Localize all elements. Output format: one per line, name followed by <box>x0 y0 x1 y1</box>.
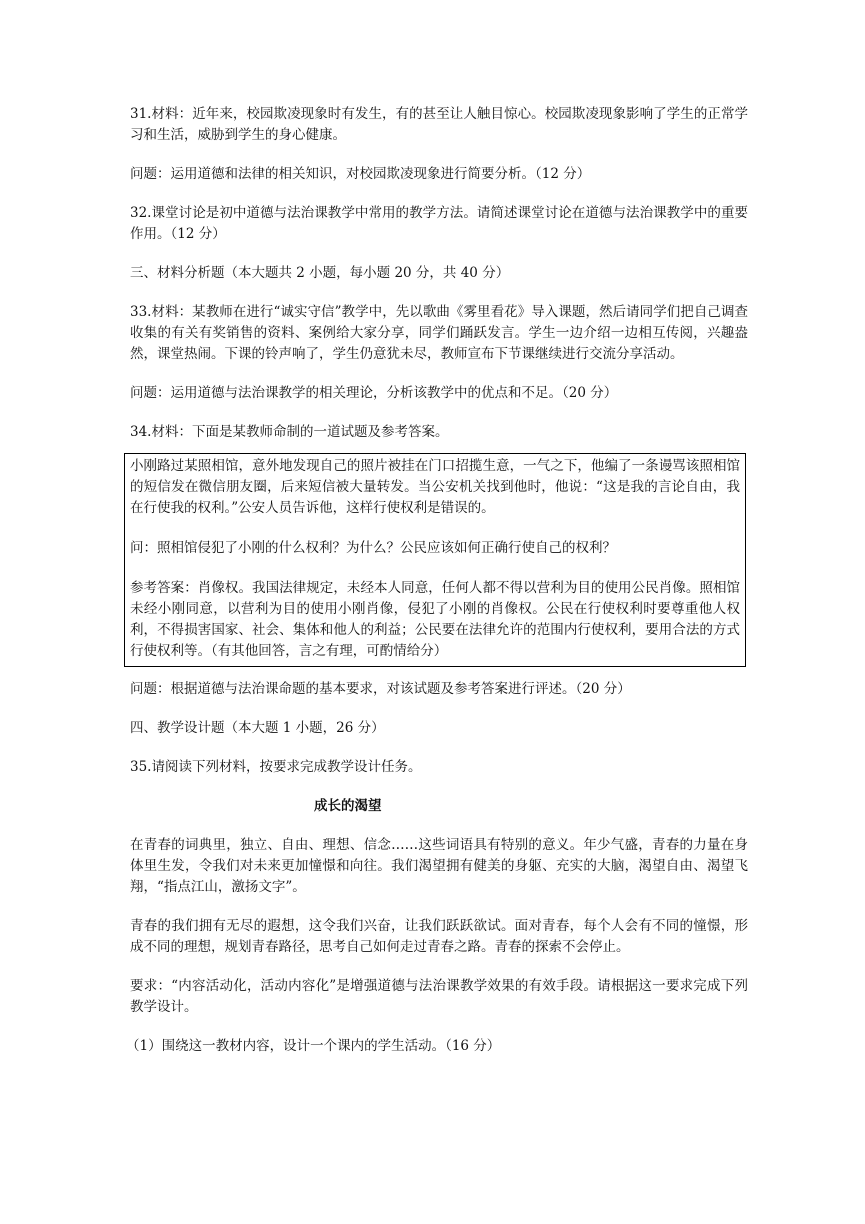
q32-question: 32.课堂讨论是初中道德与法治课教学中常用的教学方法。请简述课堂讨论在道德与法治课教学中的重要作用。（12 分） <box>130 205 748 242</box>
requirement-text: 要求：“内容活动化，活动内容化”是增强道德与法治课教学效果的有效手段。请根据这一要求完成下列教学设计。 <box>130 978 748 1015</box>
q34-material: 34.材料：下面是某教师命制的一道试题及参考答案。 <box>130 424 449 440</box>
box-answer: 参考答案：肖像权。我国法律规定，未经本人同意，任何人都不得以营利为目的使用公民肖像。照相馆未经小刚同意，以营利为目的使用小刚肖像，侵犯了小刚的肖像权。公民在行使权利时要尊重他人权利，不得损害国家、社会、集体和他人的利益；公民要在法律允许的范围内行使权利，要用合法的方式行使权利等。（有其他回答，言之有理，可酌情给分） <box>130 580 740 659</box>
article-paragraph-2: 青春的我们拥有无尽的遐想，这令我们兴奋，让我们跃跃欲试。面对青春，每个人会有不同的憧憬，形成不同的理想，规划青春路径，思考自己如何走过青春之路。青春的探索不会停止。 <box>130 918 748 955</box>
article-paragraph-1: 在青春的词典里，独立、自由、理想、信念……这些词语具有特别的意义。年少气盛，青春的力量在身体里生发，令我们对未来更加憧憬和向往。我们渴望拥有健美的身躯、充实的大脑，渴望自由、渴望飞翔，“指点江山，激扬文字”。 <box>130 837 748 895</box>
section-four-heading: 四、教学设计题（本大题 1 小题，26 分） <box>130 720 385 736</box>
box-scenario: 小刚路过某照相馆，意外地发现自己的照片被挂在门口招揽生意，一气之下，他编了一条谩骂该照相馆的短信发在微信朋友圈，后来短信被大量转发。当公安机关找到他时，他说：“这是我的言论自由，我在行使我的权利。”公安人员告诉他，这样行使权利是错误的。 <box>130 458 740 516</box>
q31-material: 31.材料：近年来，校园欺凌现象时有发生，有的甚至让人触目惊心。校园欺凌现象影响了学生的正常学习和生活，威胁到学生的身心健康。 <box>130 106 748 143</box>
article-title: 成长的渴望 <box>314 798 382 814</box>
page-content <box>126 104 748 1057</box>
test-item-box <box>124 453 746 667</box>
q34-question: 问题：根据道德与法治课命题的基本要求，对该试题及参考答案进行评述。（20 分） <box>130 681 631 697</box>
q35-instruction: 35.请阅读下列材料，按要求完成教学设计任务。 <box>130 759 422 775</box>
task-one: （1）围绕这一教材内容，设计一个课内的学生活动。（16 分） <box>126 1038 501 1054</box>
q31-question: 问题：运用道德和法律的相关知识，对校园欺凌现象进行简要分析。（12 分） <box>130 166 591 182</box>
q33-question: 问题：运用道德与法治课教学的相关理论，分析该教学中的优点和不足。（20 分） <box>130 385 618 401</box>
box-question: 问：照相馆侵犯了小刚的什么权利？为什么？公民应该如何正确行使自己的权利？ <box>130 540 616 556</box>
q33-material: 33.材料：某教师在进行“诚实守信”教学中，先以歌曲《雾里看花》导入课题，然后请同学们把自己调查收集的有关有奖销售的资料、案例给大家分享，同学们踊跃发言。学生一边介绍一边相互传阅，兴趣盎然，课堂热闹。下课的铃声响了，学生仍意犹未尽，教师宣布下节课继续进行交流分享活动。 <box>130 304 748 362</box>
section-three-heading: 三、材料分析题（本大题共 2 小题，每小题 20 分，共 40 分） <box>130 265 510 281</box>
